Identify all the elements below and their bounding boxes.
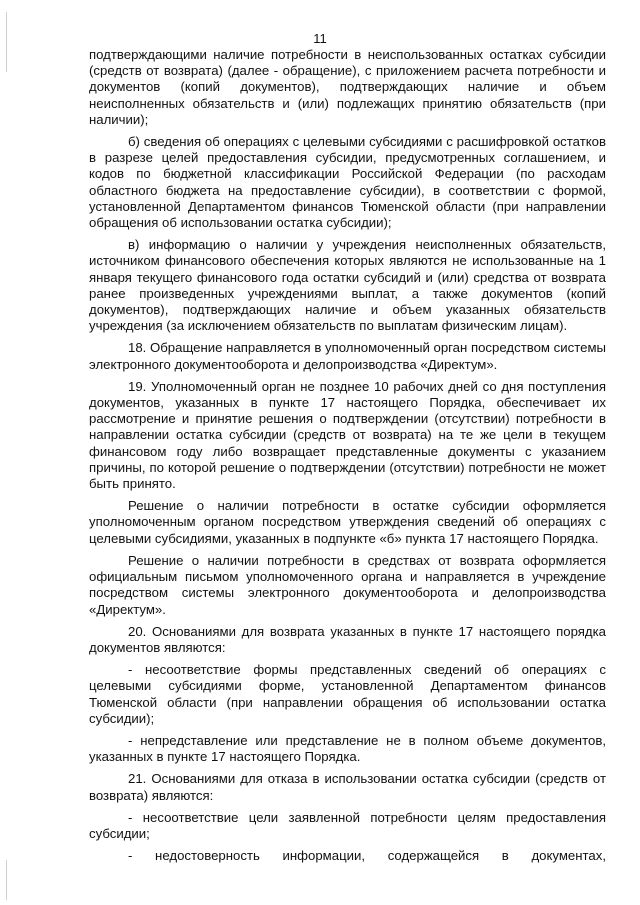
paragraph-21: 21. Основаниями для отказа в использовании остатка субсидии (средств от возврата) являются: xyxy=(89,771,606,803)
page-number: 11 xyxy=(313,31,327,46)
paragraph-18: 18. Обращение направляется в уполномоченный орган посредством системы электронного документооборота и делопроизводства «Директум». xyxy=(89,340,606,372)
paragraph-20-bullet-1: - несоответствие формы представленных сведений об операциях с целевыми субсидиями форме, установленной Департаментом финансов Тюменской области (при направлении обращения об использовании остатка субсидии); xyxy=(89,662,606,726)
paragraph-20-bullet-2: - непредставление или представление не в полном объеме документов, указанных в пункте 17 настоящего Порядка. xyxy=(89,732,606,765)
paragraph-21-bullet-2: - недостоверность информации, содержащейся в документах, xyxy=(128,848,606,864)
paragraph-decision-remainder: Решение о наличии потребности в остатке субсидии оформляется уполномоченным органом посредством утверждения сведений об операциях с целевыми субсидиями, указанных в подпункте «б» пункта 17 настоящего Порядка. xyxy=(89,498,606,546)
paragraph-21-bullet-1: - несоответствие цели заявленной потребности целям предоставления субсидии; xyxy=(89,809,606,841)
scan-edge-mark xyxy=(6,860,7,900)
paragraph-item-v: в) информацию о наличии у учреждения неисполненных обязательств, источником финансового обеспечения которых являются не использованные на 1 января текущего финансового года остатки субсидий и (или) средства от возврата ранее произведенных учреждениями выплат, а также документов (копий документов), подтверждающих наличие и объем указанных обязательств учреждения (за исключением обязательств по выплатам физическим лицам). xyxy=(89,237,606,334)
paragraph-item-b: б) сведения об операциях с целевыми субсидиями с расшифровкой остатков в разрезе целей предоставления субсидии, предусмотренных соглашением, и кодов по бюджетной классификации Российской Федерации (по расходам областного бюджета на предоставление субсидии), в соответствии с формой, установленной Департаментом финансов Тюменской области (при направлении обращения об использовании остатка субсидии); xyxy=(89,134,606,231)
paragraph-19: 19. Уполномоченный орган не позднее 10 рабочих дней со дня поступления документов, указанных в пункте 17 настоящего Порядка, обеспечивает их рассмотрение и принятие решения о подтверждении (отсутствии) потребности в направлении остатка субсидии (средств от возврата) на те же цели в текущем финансовом году либо возвращает представленные документы с указанием причины, по которой решение о подтверждении (отсутствии) потребности не может быть принято. xyxy=(89,378,606,492)
paragraph-continuation: подтверждающими наличие потребности в неиспользованных остатках субсидии (средств от возврата) (далее - обращение), с приложением расчета потребности и документов (копий документов), подтверждающих наличие и объем неисполненных обязательств и (или) подлежащих принятию обязательств (при наличии); xyxy=(89,47,606,127)
document-body xyxy=(89,47,606,864)
paragraph-20: 20. Основаниями для возврата указанных в пункте 17 настоящего порядка документов являются: xyxy=(89,623,606,655)
paragraph-decision-refund: Решение о наличии потребности в средствах от возврата оформляется официальным письмом уполномоченного органа и направляется в учреждение посредством системы электронного документооборота и делопроизводства «Директум». xyxy=(89,552,606,617)
